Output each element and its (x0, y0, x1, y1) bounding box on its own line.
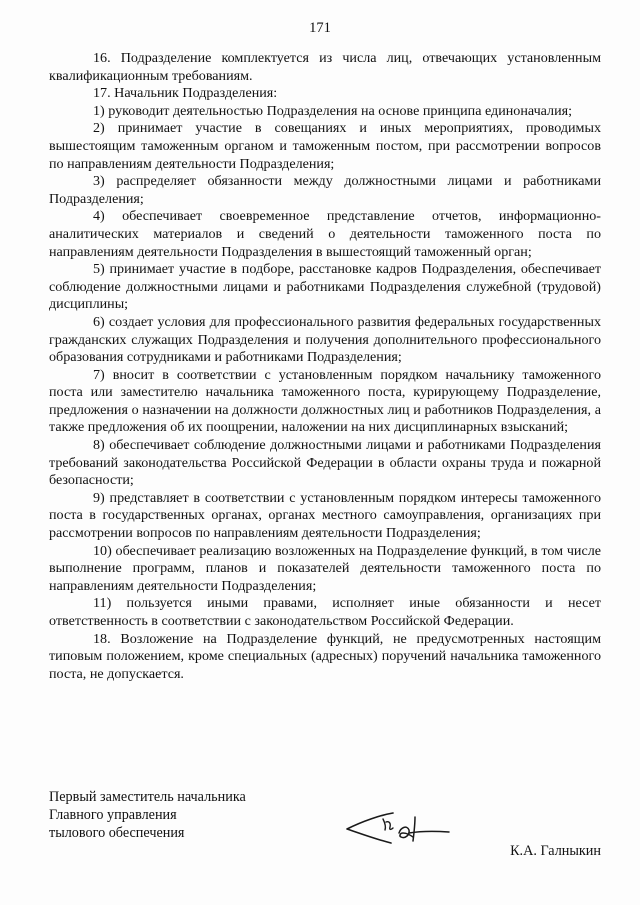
paragraph: 16. Подразделение комплектуется из числа лиц, отвечающих установленным квалификационным требованиям. (49, 50, 601, 84)
paragraph: 5) принимает участие в подборе, расстановке кадров Подразделения, обеспечивает соблюдение должностными лицами и работниками Подразделения служебной (трудовой) дисциплины; (49, 261, 601, 313)
signature-block (49, 789, 601, 869)
signatory-title-line: Главного управления (49, 806, 177, 823)
signatory-title (49, 789, 246, 842)
paragraph: 18. Возложение на Подразделение функций, не предусмотренных настоящим типовым положением, кроме специальных (адресных) поручений начальника таможенного поста, не допускается. (49, 630, 601, 682)
paragraph: 9) представляет в соответствии с установленным порядком интересы таможенного поста в государственных органах, органах местного самоуправления, организациях при рассмотрении вопросов по направлениям деятельности Подразделения; (49, 489, 601, 542)
paragraph: 8) обеспечивает соблюдение должностными лицами и работниками Подразделения требований законодательства Российской Федерации в области охраны труда и пожарной безопасности; (49, 437, 601, 489)
signatory-title-line: тылового обеспечения (49, 824, 185, 841)
document-body (49, 50, 601, 683)
paragraph: 2) принимает участие в совещаниях и иных мероприятиях, проводимых вышестоящим таможенным органом и таможенным постом, при рассмотрении вопросов по направлениям деятельности Подразделения; (49, 120, 601, 172)
paragraph: 17. Начальник Подразделения: (93, 85, 278, 102)
paragraph: 10) обеспечивает реализацию возложенных на Подразделение функций, в том числе выполнение программ, планов и показателей деятельности таможенного поста по направлениям деятельности Подразделения; (49, 542, 601, 594)
paragraph: 7) вносит в соответствии с установленным порядком начальнику таможенного поста или заместителю начальника таможенного поста, курирующему Подразделение, предложения о назначении на должности должностных лиц и работников Подразделения, а также предложения об их поощрении, наложении на них дисциплинарных взысканий; (49, 366, 601, 436)
paragraph: 3) распределяет обязанности между должностными лицами и работниками Подразделения; (49, 173, 601, 207)
paragraph: 6) создает условия для профессионального развития федеральных государственных гражданских служащих Подразделения и получения дополнительного профессионального образования сотрудниками и работниками Подразделения; (49, 313, 601, 366)
paragraph: 1) руководит деятельностью Подразделения на основе принципа единоначалия; (93, 102, 573, 119)
paragraph: 11) пользуется иными правами, исполняет иные обязанности и несет ответственность в соответствии с законодательством Российской Федерации. (49, 595, 601, 629)
handwritten-signature (341, 803, 461, 851)
signatory-title-line: Первый заместитель начальника (49, 789, 246, 805)
signatory-name: К.А. Галныкин (510, 843, 601, 859)
paragraph: 4) обеспечивает своевременное представление отчетов, информационно-аналитических материалов и сведений о деятельности таможенного поста по направлениям деятельности Подразделения в вышестоящий таможенный орган; (49, 208, 601, 260)
page-number: 171 (309, 20, 331, 36)
